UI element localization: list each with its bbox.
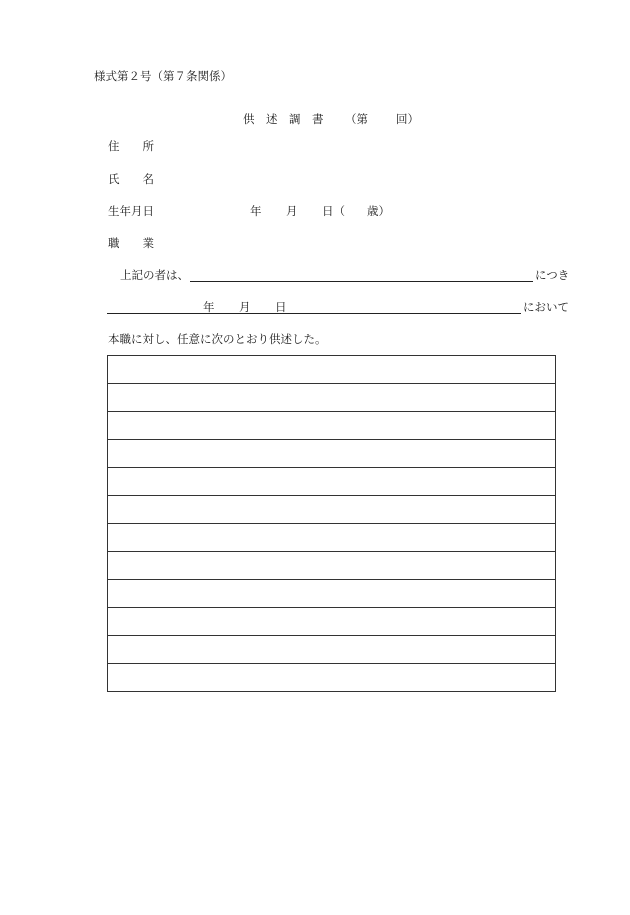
statement-ruled-row[interactable] bbox=[108, 440, 555, 468]
statement-ruled-row[interactable] bbox=[108, 468, 555, 496]
location-suffix: において bbox=[523, 300, 569, 314]
name-label: 氏 名 bbox=[108, 172, 154, 186]
address-label: 住 所 bbox=[108, 139, 154, 153]
line2-year-unit: 年 bbox=[203, 300, 215, 314]
birthdate-label: 生年月日 bbox=[108, 204, 154, 218]
statement-ruled-row[interactable] bbox=[108, 552, 555, 580]
birth-day-unit: 日（ bbox=[322, 204, 345, 218]
statement-suffix: につき bbox=[535, 268, 570, 282]
statement-ruled-row[interactable] bbox=[108, 608, 555, 636]
statement-ruled-row[interactable] bbox=[108, 412, 555, 440]
statement-ruled-row[interactable] bbox=[108, 356, 555, 384]
subject-underline[interactable] bbox=[190, 281, 533, 282]
statement-ruled-row[interactable] bbox=[108, 636, 555, 664]
occupation-label: 職 業 bbox=[108, 236, 154, 250]
statement-ruled-row[interactable] bbox=[108, 384, 555, 412]
title-text: 供 述 調 書 bbox=[243, 112, 324, 126]
statement-ruled-box[interactable] bbox=[107, 355, 556, 692]
statement-ruled-row[interactable] bbox=[108, 496, 555, 524]
statement-intro: 本職に対し、任意に次のとおり供述した。 bbox=[108, 332, 327, 346]
statement-ruled-row[interactable] bbox=[108, 580, 555, 608]
birth-month-unit: 月 bbox=[286, 204, 298, 218]
title-count-close: 回） bbox=[396, 112, 419, 126]
line2-month-unit: 月 bbox=[239, 300, 251, 314]
form-number: 様式第２号（第７条関係） bbox=[94, 69, 232, 83]
birth-year-unit: 年 bbox=[250, 204, 262, 218]
date-underline[interactable] bbox=[107, 313, 521, 314]
statement-ruled-row[interactable] bbox=[108, 524, 555, 552]
birth-age-unit: 歳） bbox=[367, 204, 390, 218]
line2-day-unit: 日 bbox=[275, 300, 287, 314]
statement-prefix: 上記の者は、 bbox=[120, 268, 189, 282]
statement-ruled-row[interactable] bbox=[108, 664, 555, 691]
title-count-open: （第 bbox=[345, 112, 368, 126]
